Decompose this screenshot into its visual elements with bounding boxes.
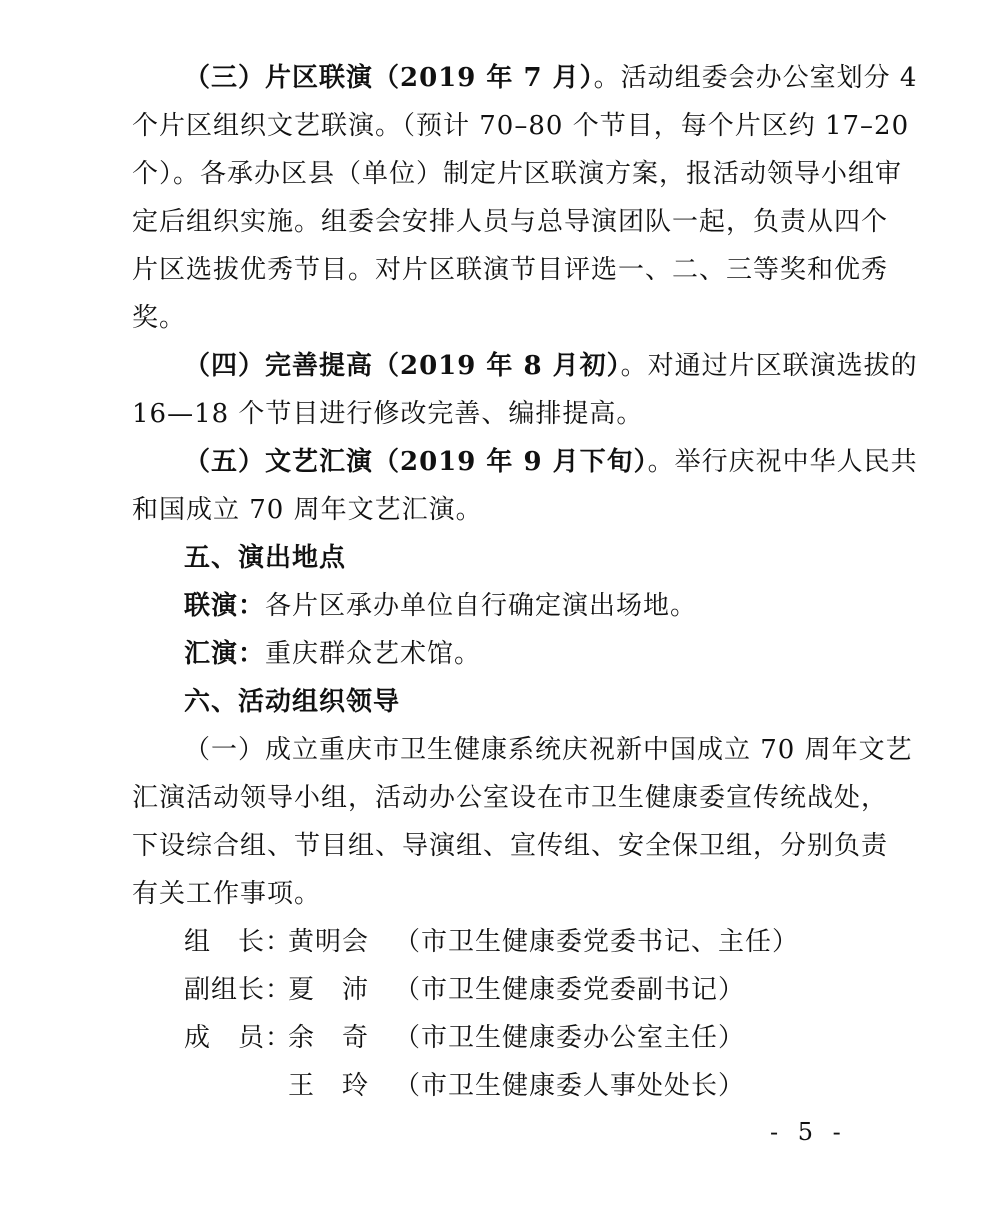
section-5-line-1 [132,438,918,486]
member-name: 余 奇 [288,1023,370,1053]
member-role: 成 员： [184,1023,293,1053]
page-number: - 5 - [770,1118,847,1146]
venue-joint-label: 联演： [184,591,266,621]
member-title: （市卫生健康委党委副书记） [394,975,746,1005]
venue-final-text: 重庆群众艺术馆。 [265,639,482,669]
venue-joint [132,582,868,630]
section-5-line-2: 和国成立 70 周年文艺汇演。 [132,495,483,525]
section-4-heading: （四）完善提高（2019 年 8 月初） [184,351,621,381]
member-row-member-2 [132,1062,868,1110]
leadership-line-2: 汇演活动领导小组，活动办公室设在市卫生健康委宣传统战处， [132,783,889,813]
section-3-line-5: 片区选拔优秀节目。对片区联演节目评选一、二、三等奖和优秀 [132,255,889,285]
leadership-heading: 六、活动组织领导 [184,687,401,717]
section-3-line-3: 个）。各承办区县（单位）制定片区联演方案，报活动领导小组审 [132,159,903,189]
member-row-deputy [132,966,868,1014]
member-role: 组 长： [184,927,293,957]
section-3-line-1 [132,54,918,102]
member-row-leader [132,918,868,966]
section-5-heading: （五）文艺汇演（2019 年 9 月下旬） [184,447,648,477]
section-3-line-6: 奖。 [132,303,187,333]
venue-heading: 五、演出地点 [184,543,347,573]
member-title: （市卫生健康委人事处处长） [394,1071,746,1101]
member-name: 黄明会 [288,927,370,957]
section-3-line-4: 定后组织实施。组委会安排人员与总导演团队一起，负责从四个 [132,207,889,237]
member-role: 副组长： [184,975,293,1005]
leadership-line-1: （一）成立重庆市卫生健康系统庆祝新中国成立 70 周年文艺 [184,735,913,765]
section-3-heading: （三）片区联演（2019 年 7 月） [184,63,594,93]
member-title: （市卫生健康委党委书记、主任） [394,927,800,957]
venue-final-label: 汇演： [184,639,266,669]
section-4-text: 。对通过片区联演选拔的 [620,351,918,381]
leadership-line-3: 下设综合组、节目组、导演组、宣传组、安全保卫组，分别负责 [132,831,889,861]
member-title: （市卫生健康委办公室主任） [394,1023,746,1053]
venue-final [132,630,868,678]
section-4-line-2: 16—18 个节目进行修改完善、编排提高。 [132,399,644,429]
section-3-line-2: 个片区组织文艺联演。（预计 70–80 个节目，每个片区约 17–20 [132,111,910,141]
leadership-line-4: 有关工作事项。 [132,879,322,909]
document-page [132,54,918,1110]
venue-joint-text: 各片区承办单位自行确定演出场地。 [265,591,698,621]
section-5-text: 。举行庆祝中华人民共 [647,447,918,477]
member-name: 夏 沛 [288,975,370,1005]
section-4-line-1 [132,342,918,390]
section-3-text: 。活动组委会办公室划分 4 [593,63,918,93]
member-row-member [132,1014,868,1062]
member-name: 王 玲 [288,1071,370,1101]
